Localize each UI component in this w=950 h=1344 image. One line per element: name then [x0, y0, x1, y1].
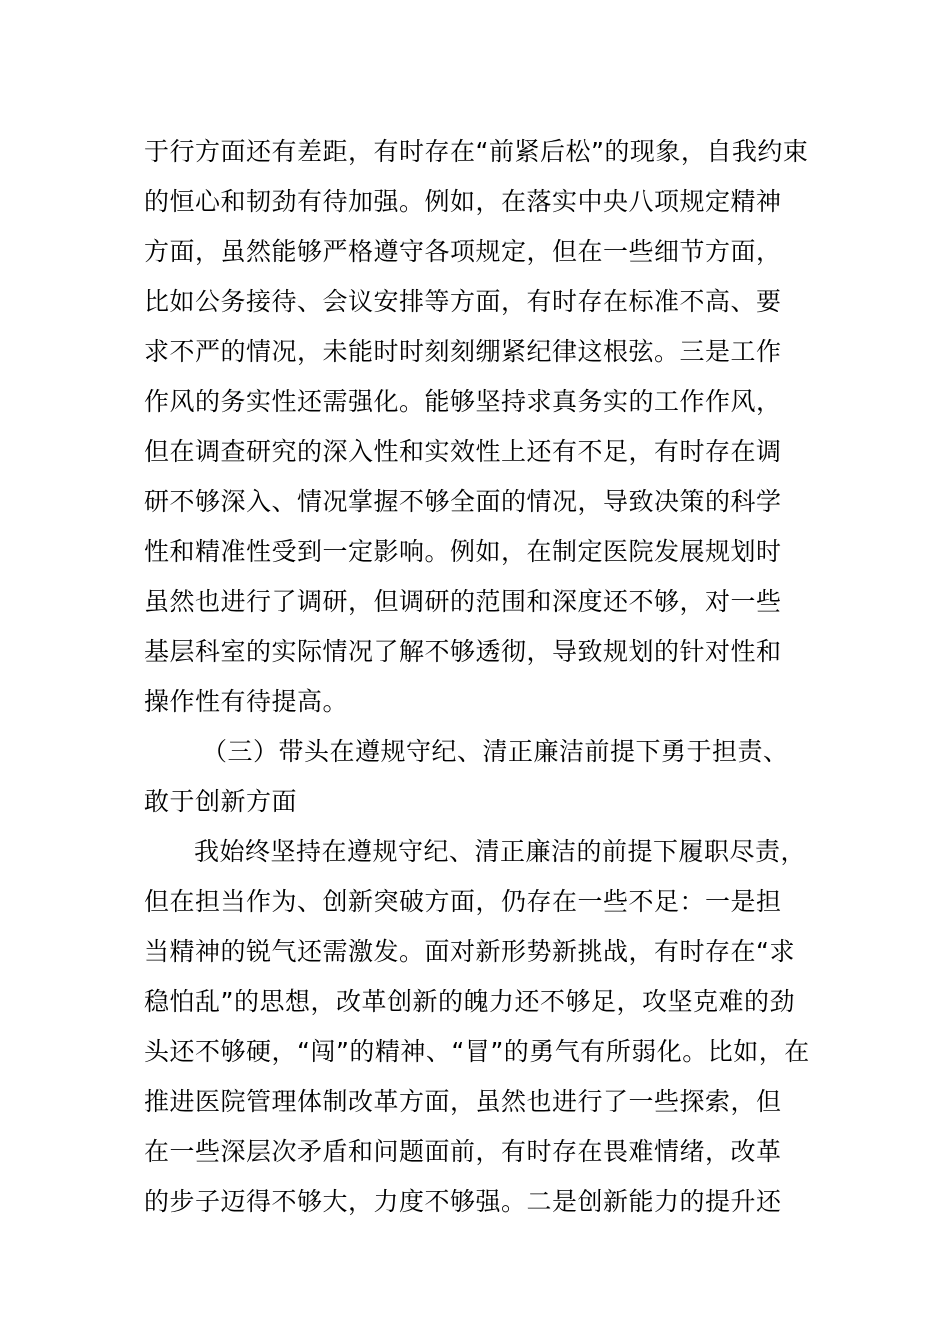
body-line: 但在担当作为、创新突破方面，仍存在一些不足：一是担 [144, 887, 782, 916]
section-heading-continuation: 敢于创新方面 [144, 787, 298, 816]
body-line: 操作性有待提高。 [144, 687, 349, 716]
body-line: 的恒心和韧劲有待加强。例如，在落实中央八项规定精神 [144, 187, 782, 216]
section-heading: （三）带头在遵规守纪、清正廉洁前提下勇于担责、 [202, 737, 789, 766]
body-line: 稳怕乱”的思想，改革创新的魄力还不够足，攻坚克难的劲 [144, 987, 795, 1016]
body-line: 当精神的锐气还需激发。面对新形势新挑战，有时存在“求 [144, 937, 795, 966]
body-line: 求不严的情况，未能时时刻刻绷紧纪律这根弦。三是工作 [144, 337, 782, 366]
paragraph-first-line: 我始终坚持在遵规守纪、清正廉洁的前提下履职尽责， [194, 837, 807, 866]
body-line: 研不够深入、情况掌握不够全面的情况，导致决策的科学 [144, 487, 782, 516]
body-line: 的步子迈得不够大，力度不够强。二是创新能力的提升还 [144, 1187, 782, 1216]
body-line: 性和精准性受到一定影响。例如，在制定医院发展规划时 [144, 537, 782, 566]
body-line: 但在调查研究的深入性和实效性上还有不足，有时存在调 [144, 437, 782, 466]
document-body [144, 127, 844, 1227]
body-line: 于行方面还有差距，有时存在“前紧后松”的现象，自我约束 [144, 137, 809, 166]
body-line: 作风的务实性还需强化。能够坚持求真务实的工作作风， [144, 387, 782, 416]
body-line: 头还不够硬，“闯”的精神、“冒”的勇气有所弱化。比如，在 [144, 1037, 810, 1066]
body-line: 方面，虽然能够严格遵守各项规定，但在一些细节方面， [144, 237, 782, 266]
body-line: 比如公务接待、会议安排等方面，有时存在标准不高、要 [144, 287, 782, 316]
body-line: 在一些深层次矛盾和问题面前，有时存在畏难情绪，改革 [144, 1137, 782, 1166]
body-line: 推进医院管理体制改革方面，虽然也进行了一些探索，但 [144, 1087, 782, 1116]
body-line: 基层科室的实际情况了解不够透彻，导致规划的针对性和 [144, 637, 782, 666]
body-line: 虽然也进行了调研，但调研的范围和深度还不够，对一些 [144, 587, 782, 616]
